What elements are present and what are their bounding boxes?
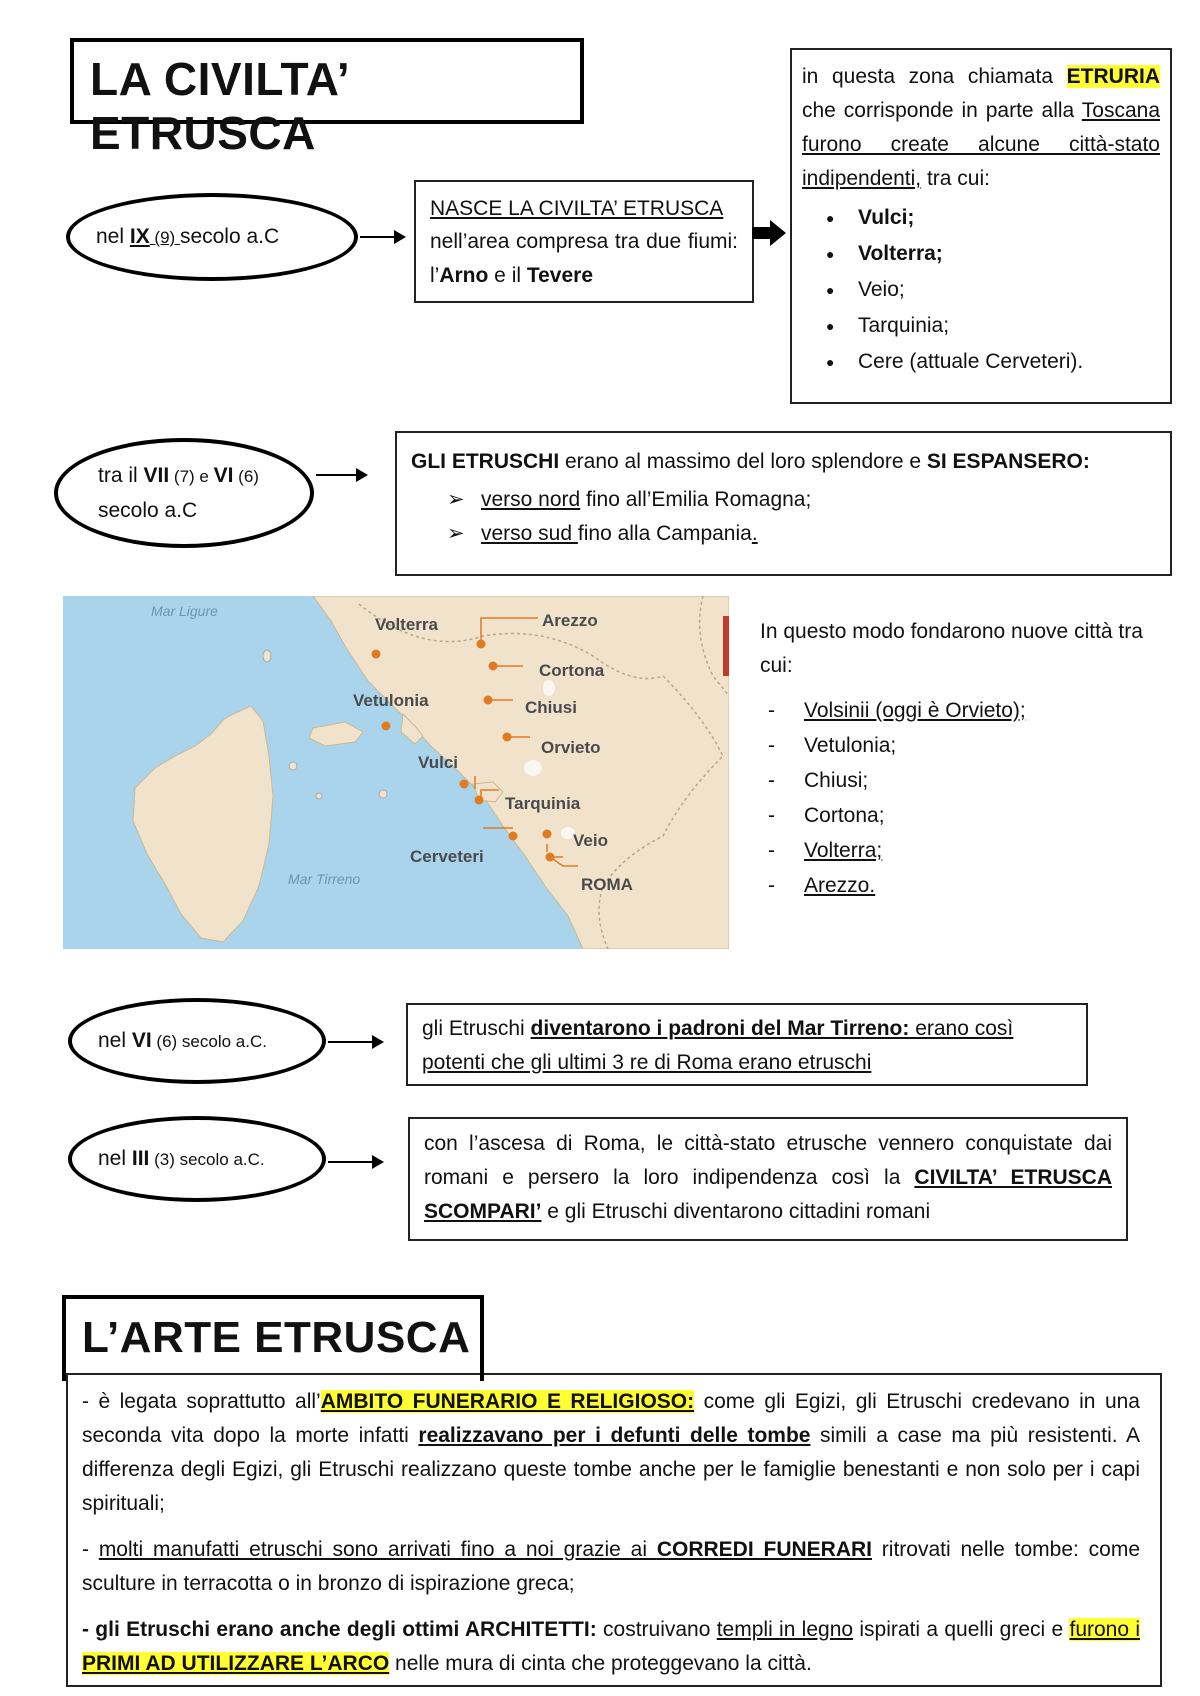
dot-roma: [546, 853, 555, 862]
list-item: ● Vulci;: [858, 200, 1160, 236]
tirreno-box: [406, 1003, 1088, 1086]
etruria-intro: in questa zona chiamata ETRURIA che corrisponde in parte alla Toscana furono create alcune città-stato indipendenti, tra cui:: [802, 65, 1160, 190]
map-label-tarquinia: Tarquinia: [505, 794, 581, 813]
thick-arrow: [752, 220, 788, 246]
list-item: - Cortona;: [804, 798, 1180, 833]
list-item: - Arezzo.: [804, 868, 1180, 903]
map-edge-marker: [723, 616, 729, 676]
dot-cerveteri: [509, 832, 518, 841]
arrow-3: [328, 1041, 374, 1043]
founded-intro: In questo modo fondarono nuove città tra cui:: [760, 620, 1143, 677]
art-title-text: L’ARTE ETRUSCA: [82, 1313, 471, 1362]
dot-vulci: [460, 780, 469, 789]
founded-list: [760, 693, 1180, 903]
dot-tarquinia: [475, 796, 484, 805]
dot-cortona: [489, 662, 498, 671]
sea-label-ligure: Mar Ligure: [151, 603, 218, 619]
dot-volterra: [372, 650, 381, 659]
arrow-1-head: [394, 230, 406, 244]
expansion-list: [411, 483, 1156, 551]
map-label-vulci: Vulci: [418, 753, 458, 772]
period-ix-ellipse: [66, 193, 358, 281]
period-iii-text: nel III (3) secolo a.C.: [98, 1147, 265, 1170]
list-item: - Volsinii (oggi è Orvieto);: [804, 693, 1180, 728]
sea-label-tirreno: Mar Tirreno: [288, 871, 361, 887]
etruria-city-list: [802, 200, 1160, 380]
list-item: - Chiusi;: [804, 763, 1180, 798]
map-label-cortona: Cortona: [539, 661, 605, 680]
list-item: ➢ verso sud fino alla Campania.: [481, 517, 1156, 551]
map-label-cerveteri: Cerveteri: [410, 847, 484, 866]
period-vi-ellipse: [68, 998, 326, 1084]
list-item: - Volterra;: [804, 833, 1180, 868]
period-ix-text: nel IX (9) secolo a.C: [96, 225, 280, 248]
art-title: [62, 1295, 484, 1381]
arrow-2-head: [356, 468, 368, 482]
period-vii-vi-text: tra il VII (7) e VI (6) secolo a.C: [98, 463, 259, 522]
map-label-roma: ROMA: [581, 875, 633, 894]
period-iii-ellipse: [68, 1116, 326, 1202]
list-item: - Vetulonia;: [804, 728, 1180, 763]
main-title: [70, 38, 584, 159]
founded-cities-block: [760, 615, 1180, 903]
birth-box: [414, 180, 754, 303]
map-label-vetulonia: Vetulonia: [353, 691, 429, 710]
birth-heading: NASCE LA CIVILTA’ ETRUSCA: [430, 197, 724, 220]
map-label-veio: Veio: [573, 831, 608, 850]
map-label-volterra: Volterra: [375, 615, 438, 634]
period-vii-vi-ellipse: [54, 438, 314, 548]
period-vi-text: nel VI (6) secolo a.C.: [98, 1029, 267, 1052]
art-paragraph-3: - gli Etruschi erano anche degli ottimi ARCHITETTI: costruivano templi in legno ispirati a quelli greci e furono i PRIMI AD UTILIZZARE L’ARCO nelle mura di cinta che proteggevano la città.: [82, 1618, 1140, 1675]
dot-orvieto: [503, 733, 512, 742]
dot-arezzo: [477, 640, 486, 649]
dot-vetulonia: [382, 722, 391, 731]
dot-chiusi: [484, 696, 493, 705]
main-title-text: LA CIVILTA’ ETRUSCA: [90, 53, 348, 159]
map-label-orvieto: Orvieto: [541, 738, 601, 757]
arrow-1: [360, 236, 396, 238]
list-item: ➢ verso nord fino all’Emilia Romagna;: [481, 483, 1156, 517]
map-of-etruria: [63, 596, 729, 949]
birth-text: nell’area compresa tra due fiumi: l’Arno e il Tevere: [430, 230, 738, 287]
arrow-2: [316, 474, 360, 476]
list-item: ● Cere (attuale Cerveteri).: [858, 344, 1160, 380]
expansion-box: [395, 431, 1172, 576]
arrow-3-head: [372, 1035, 384, 1049]
tirreno-text: gli Etruschi diventarono i padroni del Mar Tirreno: erano così potenti che gli ultimi 3 re di Roma erano etruschi: [422, 1017, 1014, 1074]
map-label-chiusi: Chiusi: [525, 698, 577, 717]
expansion-heading: GLI ETRUSCHI erano al massimo del loro splendore e SI ESPANSERO:: [411, 450, 1090, 473]
arrow-4-head: [372, 1155, 384, 1169]
list-item: ● Veio;: [858, 272, 1160, 308]
map-label-arezzo: Arezzo: [542, 611, 598, 630]
list-item: ● Tarquinia;: [858, 308, 1160, 344]
arrow-4: [328, 1161, 374, 1163]
etruria-box: [790, 48, 1172, 404]
decline-box: [408, 1117, 1128, 1241]
list-item: ● Volterra;: [858, 236, 1160, 272]
dot-veio: [543, 830, 552, 839]
art-paragraph-2: - molti manufatti etruschi sono arrivati fino a noi grazie ai CORREDI FUNERARI ritrovati nelle tombe: come sculture in terracotta o in bronzo di ispirazione greca;: [82, 1538, 1141, 1595]
art-paragraph-1: - è legata soprattutto all’AMBITO FUNERARIO E RELIGIOSO: come gli Egizi, gli Etruschi credevano in una seconda vita dopo la morte infatti realizzavano per i defunti delle tombe simili a case ma più resistenti. A differenza degli Egizi, gli Etruschi realizzano queste tombe anche per le famiglie benestanti e non solo per i capi spirituali;: [82, 1390, 1140, 1515]
art-text-box: [66, 1373, 1162, 1687]
decline-text: con l’ascesa di Roma, le città-stato etrusche vennero conquistate dai romani e persero la loro indipendenza così la CIVILTA’ ETRUSCA SCOMPARI’ e gli Etruschi diventarono cittadini romani: [424, 1132, 1112, 1223]
